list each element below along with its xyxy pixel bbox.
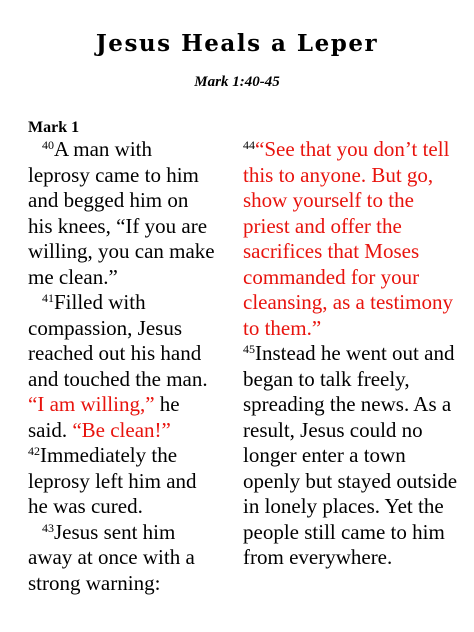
verse-number: 41 bbox=[42, 291, 54, 305]
verse-41 bbox=[28, 290, 218, 443]
verse-number: 44 bbox=[243, 138, 255, 152]
verse-42 bbox=[28, 443, 218, 520]
verse-number: 42 bbox=[28, 444, 40, 458]
scripture-reference: Mark 1:40-45 bbox=[194, 74, 280, 90]
chapter-heading: Mark 1 bbox=[28, 119, 80, 136]
verse-45 bbox=[243, 341, 458, 571]
verse-number: 43 bbox=[42, 520, 54, 535]
verse-text: he said. bbox=[28, 392, 180, 442]
page-title: Jesus Heals a Leper bbox=[95, 30, 379, 57]
verse-43 bbox=[28, 520, 218, 597]
verse-number: 40 bbox=[42, 138, 54, 152]
verse-text: Immediately the leprosy left him and he was cured. bbox=[28, 443, 197, 518]
verse-44 bbox=[243, 137, 458, 341]
words-of-jesus: “I am willing,” bbox=[28, 392, 155, 416]
words-of-jesus: “See that you don’t tell this to anyone. But go, show yourself to the priest and offer the sacrifices that Moses commanded for your cleansing, as a testimony to them.” bbox=[243, 137, 453, 340]
verse-text: A man with leprosy came to him and begged him on his knees, “If you are willing, you can make me clean.” bbox=[28, 137, 215, 289]
verse-text: Jesus sent him away at once with a strong warning: bbox=[28, 519, 195, 595]
right-column bbox=[243, 137, 458, 571]
verse-number: 45 bbox=[243, 342, 255, 356]
verse-text: Filled with compassion, Jesus reached out his hand and touched the man. bbox=[28, 290, 208, 391]
words-of-jesus: “Be clean!” bbox=[72, 417, 171, 442]
verse-text: Instead he went out and began to talk freely, spreading the news. As a result, Jesus could no longer enter a town openly but stayed outside in lonely places. Yet the people still came to him from everywhere. bbox=[243, 341, 458, 569]
left-column bbox=[28, 137, 218, 596]
verse-40 bbox=[28, 137, 218, 290]
